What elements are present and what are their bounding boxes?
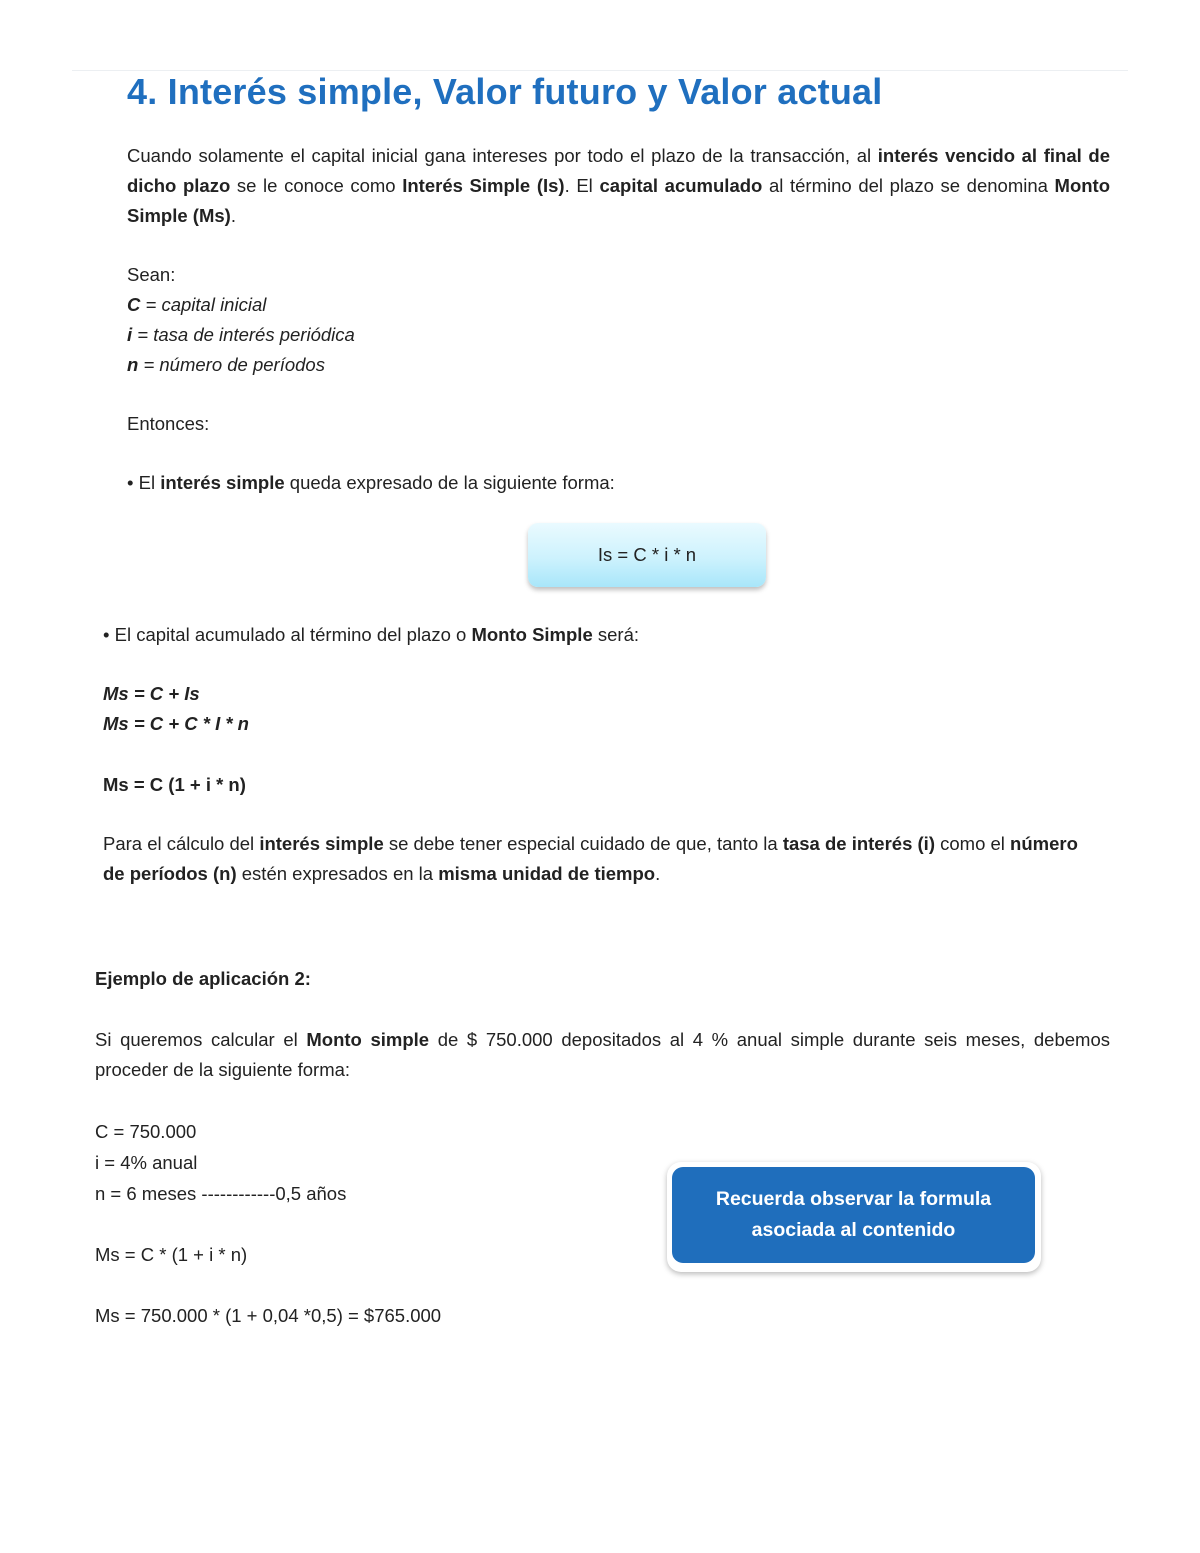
intro-bold-term: Monto Simple (Ms)	[127, 175, 1111, 226]
formula-is-text: Is = C * i * n	[597, 544, 697, 565]
example-line: C = 750.000	[95, 1121, 197, 1142]
bullet-text: • El	[127, 472, 161, 493]
intro-text: . El	[564, 175, 600, 196]
intro-text: Cuando solamente el capital inicial gana intereses por todo el plazo de la transacción, al	[127, 145, 878, 166]
definition-symbol: n	[127, 354, 139, 375]
definition-item	[127, 290, 266, 320]
example-text: Si queremos calcular el	[95, 1029, 307, 1050]
example-bold-term: Monto simple	[306, 1029, 430, 1050]
example-line: n = 6 meses ------------0,5 años	[95, 1183, 347, 1204]
note-bold-term: misma unidad de tiempo	[438, 863, 656, 884]
definition-item	[127, 320, 355, 350]
note-text: Para el cálculo del	[103, 833, 260, 854]
note-paragraph	[103, 829, 1103, 889]
bullet-text: será:	[592, 624, 640, 645]
note-text: .	[655, 863, 661, 884]
note-bold-term: tasa de interés (i)	[782, 833, 935, 854]
bullet-interes-simple	[127, 468, 615, 498]
example-line: Ms = 750.000 * (1 + 0,04 *0,5) = $765.000	[95, 1305, 442, 1326]
bullet-bold-term: Monto Simple	[471, 624, 593, 645]
ms-final-formula	[103, 770, 246, 800]
entonces-label: Entonces:	[127, 413, 210, 434]
example-intro	[95, 1025, 1110, 1085]
reminder-text: Recuerda observar la formula asociada al contenido	[672, 1167, 1035, 1263]
note-bold-term: interés simple	[259, 833, 384, 854]
bullet-text: • El capital acumulado al término del plazo o	[103, 624, 472, 645]
definition-symbol: i	[127, 324, 133, 345]
note-text: se debe tener especial cuidado de que, tanto la	[383, 833, 783, 854]
intro-text: .	[230, 205, 236, 226]
ms-final-text: Ms = C (1 + i * n)	[103, 774, 246, 795]
definition-symbol: C	[127, 294, 141, 315]
definition-text: = tasa de interés periódica	[132, 324, 355, 345]
sean-label: Sean:	[127, 264, 176, 285]
note-bold-term: número de períodos (n)	[103, 833, 1078, 884]
example-line: i = 4% anual	[95, 1152, 198, 1173]
example-title-text: Ejemplo de aplicación 2:	[95, 968, 311, 989]
bullet-bold-term: interés simple	[160, 472, 285, 493]
ms-formula-text: Ms = C + Is	[103, 683, 200, 704]
example-title	[95, 964, 311, 994]
reminder-callout	[667, 1162, 1041, 1272]
example-text: de $ 750.000 depositados al 4 % anual simple durante seis meses, debemos proceder de la siguiente forma:	[95, 1029, 1110, 1080]
intro-bold-term: capital acumulado	[599, 175, 763, 196]
definition-text: = número de períodos	[138, 354, 325, 375]
definition-item	[127, 350, 325, 380]
formula-is-box	[528, 523, 766, 587]
intro-text: se le conoce como	[230, 175, 403, 196]
intro-bold-term: Interés Simple (Is)	[402, 175, 565, 196]
example-line: Ms = C * (1 + i * n)	[95, 1244, 248, 1265]
ms-formula	[103, 709, 249, 739]
note-text: estén expresados en la	[236, 863, 439, 884]
intro-text: al término del plazo se denomina	[762, 175, 1055, 196]
ms-formula	[103, 679, 200, 709]
intro-bold-term: interés vencido al final de dicho plazo	[127, 145, 1110, 196]
intro-paragraph	[127, 141, 1110, 231]
bullet-monto-simple	[103, 620, 639, 650]
bullet-text: queda expresado de la siguiente forma:	[284, 472, 615, 493]
ms-formula-text: Ms = C + C * I * n	[103, 713, 249, 734]
page-title: 4. Interés simple, Valor futuro y Valor actual	[127, 71, 883, 112]
definition-text: = capital inicial	[140, 294, 267, 315]
note-text: como el	[934, 833, 1011, 854]
